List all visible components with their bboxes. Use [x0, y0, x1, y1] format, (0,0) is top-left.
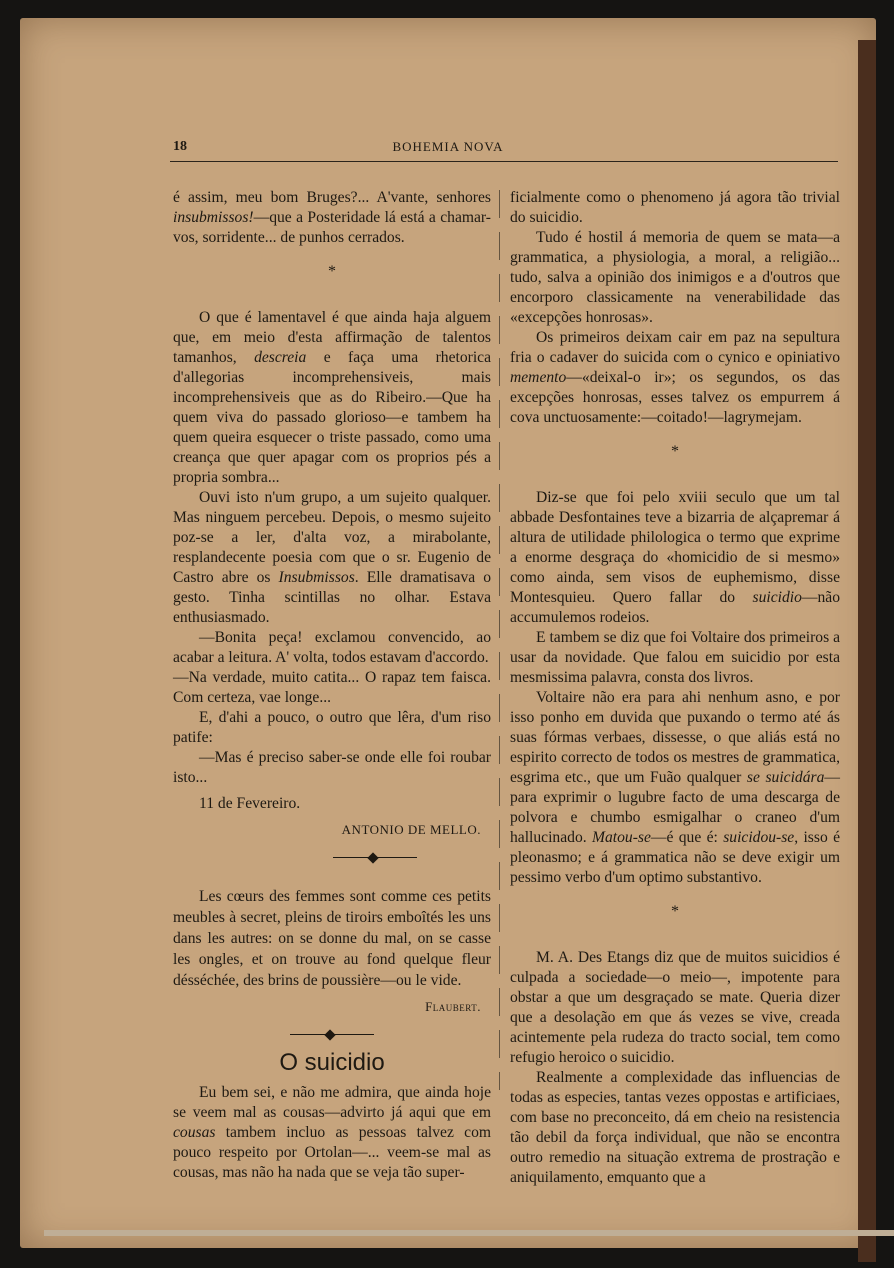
- left-paragraph-5: —Na verdade, muito catita... O rapaz tem faisca. Com certeza, vae longe...: [173, 669, 491, 706]
- right-paragraph-3: Os primeiros deixam cair em paz na sepultura fria o cadaver do suicida com o cynico e opiniativo memento—«deixal-o ir»; os segundos, os das excepções honrosas, esses talvez os empurrem á cova unctuosamente:—coitado!—lagrymejam.: [510, 329, 840, 426]
- ornament-divider-2: [290, 1031, 374, 1039]
- page-number: 18: [173, 139, 187, 154]
- left-paragraph-3: Ouvi isto n'um grupo, a um sujeito qualquer. Mas ninguem percebeu. Depois, o mesmo sujeito poz-se a ler, d'alta voz, a mirabolante, resplandecente poesia com que o sr. Eugenio de Castro abre os Insubmissos. Elle dramatisava o gesto. Tinha scintillas no olhar. Estava enthusiasmado.: [173, 489, 492, 626]
- section-break-asterisk-3: *: [671, 903, 679, 920]
- header-rule: [170, 161, 838, 162]
- article-date: 11 de Fevereiro.: [199, 795, 301, 812]
- left-paragraph-1: é assim, meu bom Bruges?... A'vante, senhores insubmissos!—que a Posteridade lá está a chamar-vos, sorridente... de punhos cerrados.: [173, 189, 491, 246]
- page-binding-edge: [858, 40, 876, 1262]
- right-paragraph-4: Diz-se que foi pelo xviii seculo que um tal abbade Desfontaines teve a bizarria de alçapremar á altura de utilidade philologica o termo que exprime a enorme desgraça do «homicidio de si mesmo» como ainda, sem visos de euphemismo, disse Montesquieu. Quero fallar do suicidio—não accumulemos rodeios.: [510, 489, 840, 626]
- article-signature: ANTONIO DE MELLO.: [341, 822, 481, 837]
- left-paragraph-2: O que é lamentavel é que ainda haja alguem que, em meio d'esta affirmação de talentos tamanhos, descreia e faça uma rhetorica d'allegorias incomprehensiveis, mais incomprehensiveis que as do Ribeiro.—Que ha quem viva do passado glorioso—e tambem ha quem queira esquecer o triste passado, como uma creança que quer apagar com os proprios pés a propria sombra...: [173, 309, 492, 486]
- flaubert-quote: Les cœurs des femmes sont comme ces petits meubles à secret, pleins de tiroirs emboîtés les uns dans les autres: on se donne du mal, on se casse les ongles, et on trouve au fond quelque fleur désséchée, des brins de poussière—ou le vide.: [173, 888, 491, 989]
- right-column: [510, 188, 840, 1188]
- ornament-divider: [333, 854, 417, 862]
- left-column: [173, 188, 491, 1183]
- left-paragraph-6: E, d'ahi a pouco, o outro que lêra, d'um riso patife:: [173, 709, 491, 746]
- right-paragraph-7: M. A. Des Etangs diz que de muitos suicidios é culpada a sociedade—o meio—, impotente para obstar a que um desgraçado se mate. Queria dizer que a desolação em que ás vezes se vive, creada acintemente pela rudeza do tracto social, tem como refugio heroico o suicidio.: [510, 949, 840, 1066]
- right-paragraph-6: Voltaire não era para ahi nenhum asno, e por isso ponho em duvida que puxando o termo até ás suas fórmas verbaes, dissesse, o que aliás está no espirito correcto de todos os mestres de grammatica, esgrima etc., que um Fuão qualquer se suicidára—para exprimir o lugubre facto de uma descarga de polvora e chumbo esmigalhar o craneo d'um hallucinado. Matou-se—é que é: suicidou-se, isso é pleonasmo; e á grammatica não se deve exigir um pessimo verbo d'um optimo substantivo.: [510, 689, 840, 886]
- right-paragraph-2: Tudo é hostil á memoria de quem se mata—a grammatica, a physiologia, a moral, a religião... tudo, salva a opinião dos inimigos e a d'outros que encorporo classicamente na venerabilidade das «excepções honrosas».: [510, 229, 840, 326]
- section-break-asterisk-2: *: [671, 443, 679, 460]
- running-title: BOHEMIA NOVA: [392, 139, 504, 154]
- quote-author: Flaubert.: [425, 999, 481, 1014]
- right-paragraph-5: E tambem se diz que foi Voltaire dos primeiros a usar da novidade. Que falou em suicidio por esta mesmissima palavra, consta dos livros.: [510, 629, 840, 686]
- left-paragraph-7: —Mas é preciso saber-se onde elle foi roubar isto...: [173, 749, 491, 786]
- right-paragraph-1: ficialmente como o phenomeno já agora tão trivial do suicidio.: [510, 189, 840, 226]
- right-paragraph-8: Realmente a complexidade das influencias de todas as especies, tantas vezes oppostas e artificiaes, com base no preconceito, dá em cheio na resistencia tão debil da força individual, que não se encontra outro remedio na situação extrema de prostração e aniquilamento, emquanto que a: [510, 1069, 840, 1186]
- left-paragraph-8: Eu bem sei, e não me admira, que ainda hoje se veem mal as cousas—advirto já aqui que em cousas tambem incluo as pessoas talvez com pouco respeito por Ortolan—... veem-se mal as cousas, mas não ha nada que se veja tão super-: [173, 1084, 491, 1181]
- left-paragraph-4: —Bonita peça! exclamou convencido, ao acabar a leitura. A' volta, todos estavam d'accordo.: [173, 629, 491, 666]
- section-break-asterisk: *: [328, 263, 336, 280]
- section-title: O suicidio: [279, 1049, 385, 1076]
- column-divider: [499, 190, 500, 1090]
- newspaper-page: [20, 18, 876, 1248]
- page-bottom-edge: [44, 1230, 894, 1236]
